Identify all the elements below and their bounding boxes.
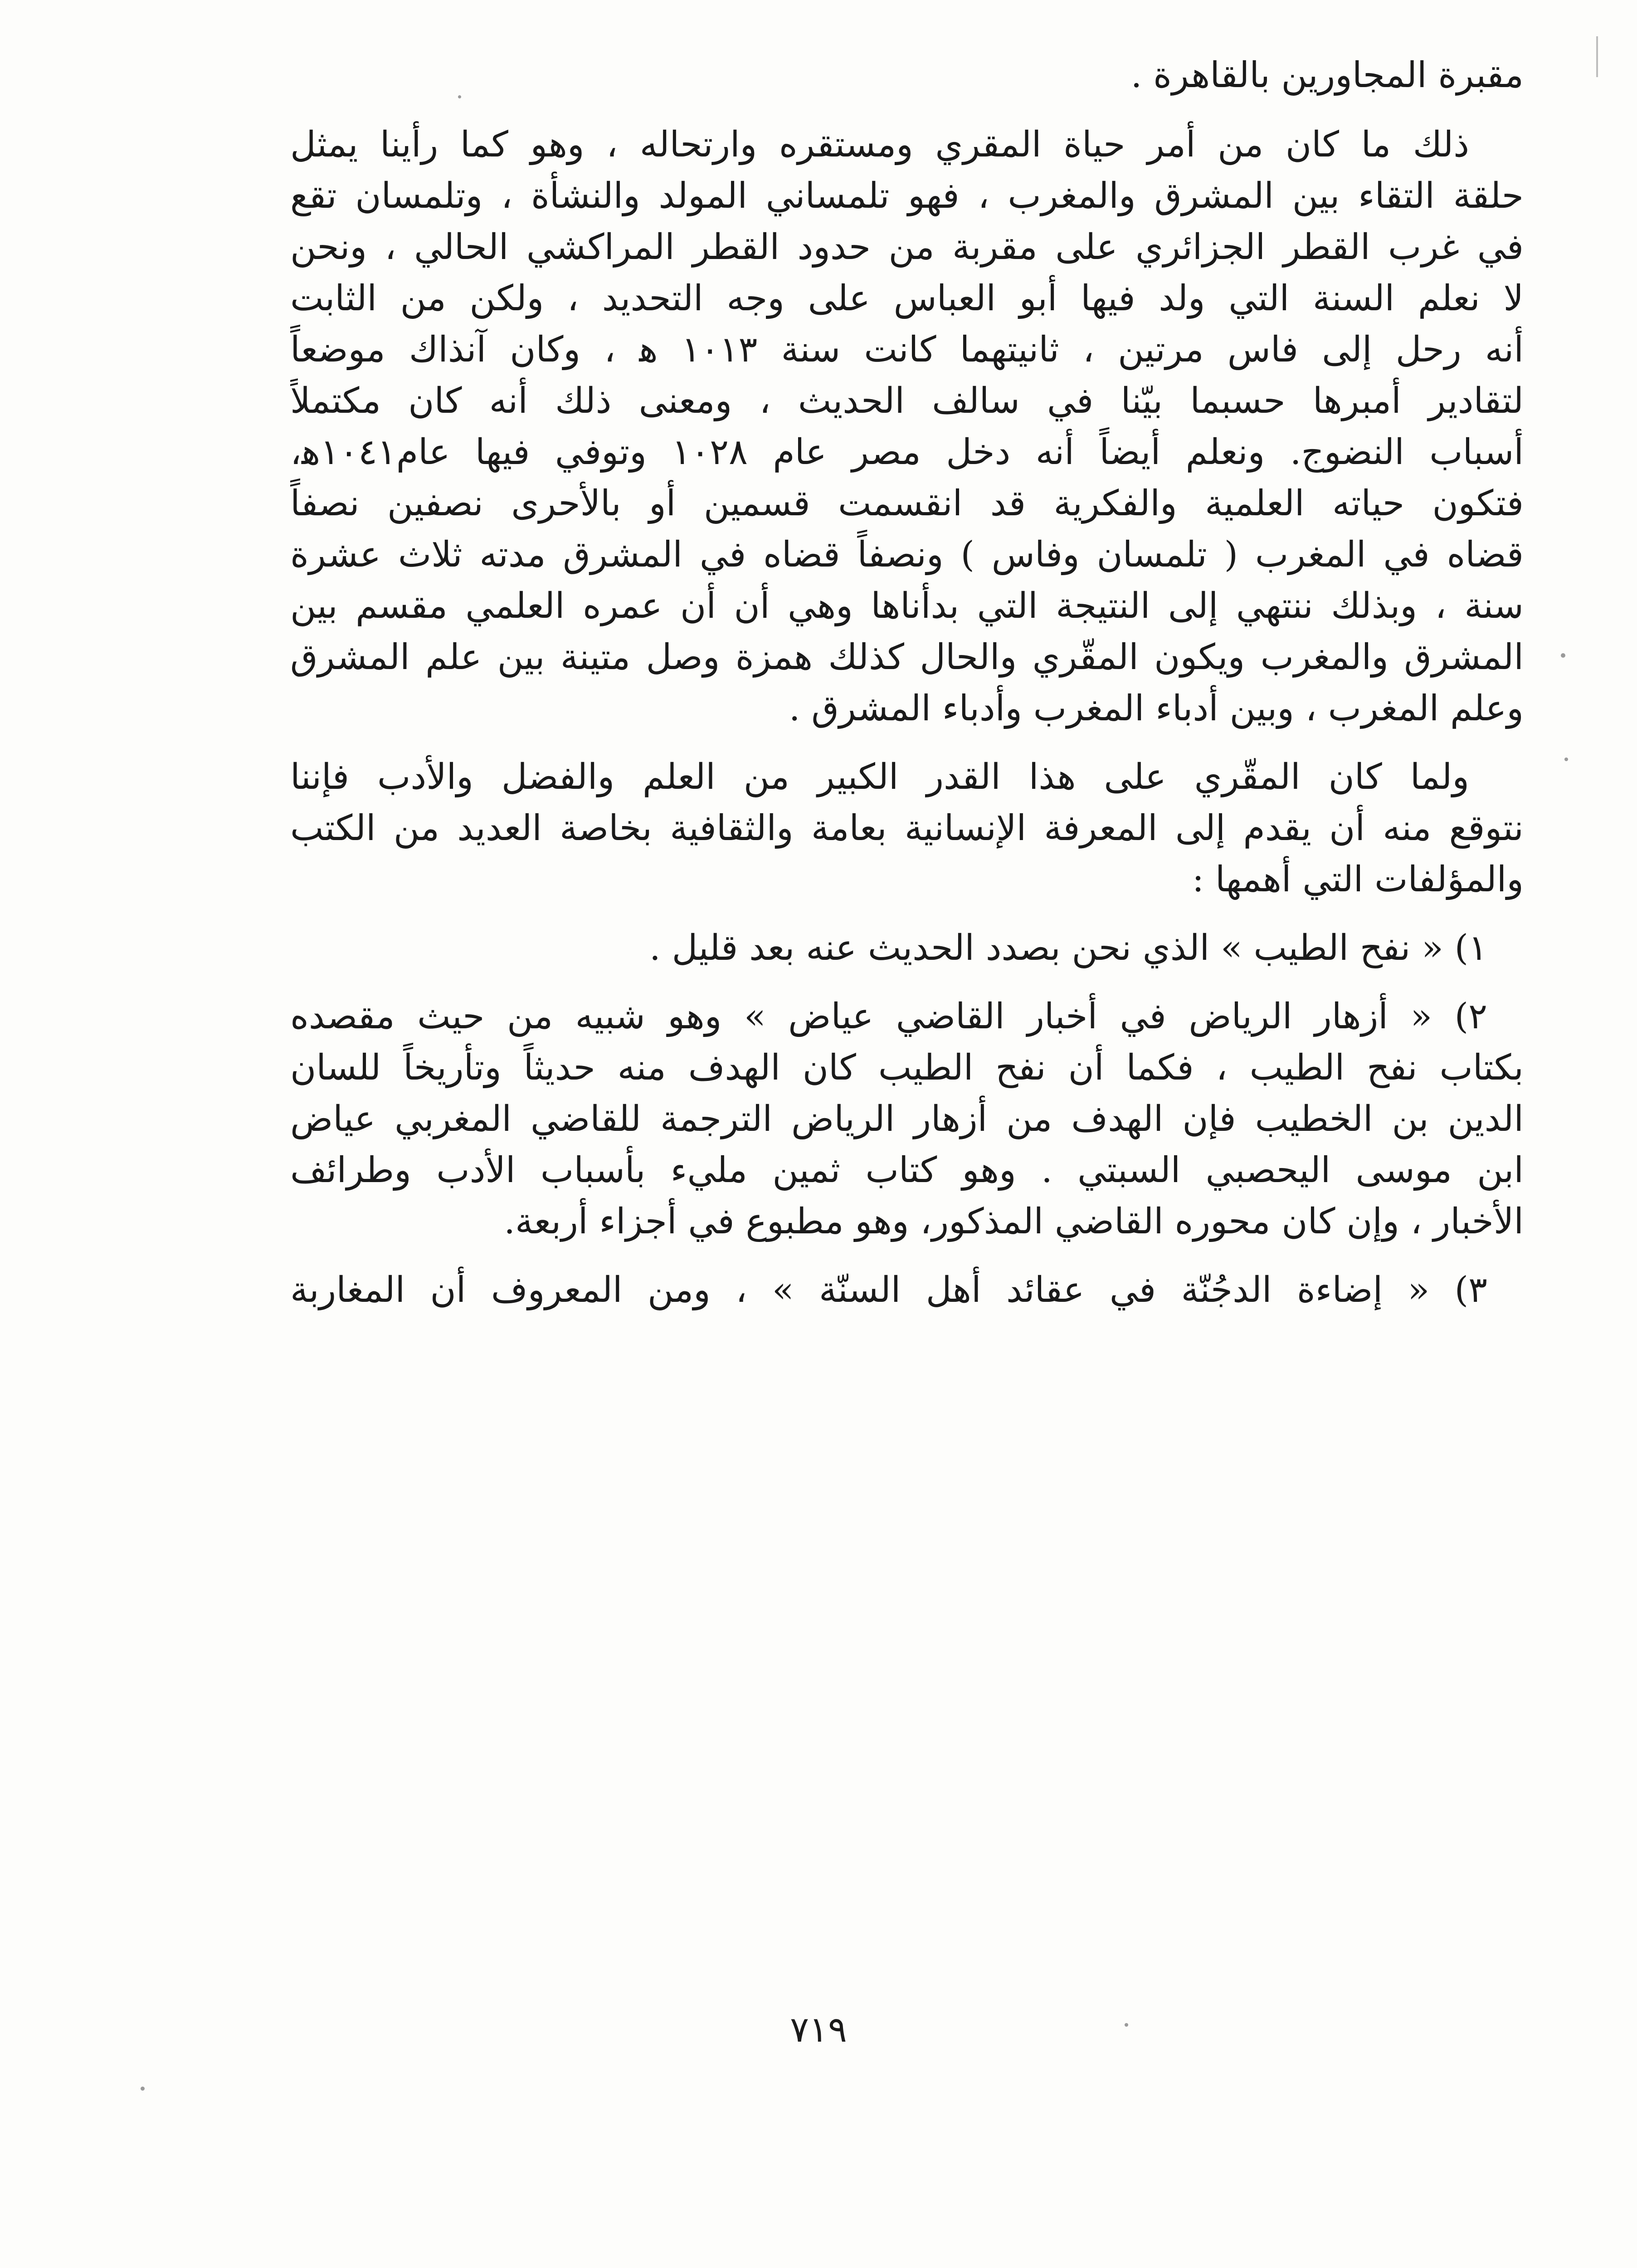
- scan-margin-mark: [1596, 36, 1598, 77]
- paragraph-2: [290, 752, 1524, 905]
- header-line: مقبرة المجاورين بالقاهرة .: [1130, 55, 1524, 96]
- list-item-2-line: ٢) « أزهار الرياض في أخبار القاضي عياض » وهو شبيه من حيث مقصده: [290, 996, 1487, 1037]
- list-item-3: [290, 1265, 1524, 1316]
- page-number: ٧١٩: [790, 2009, 847, 2050]
- paragraph-2-line: والمؤلفات التي أهمها :: [1192, 859, 1524, 900]
- paragraph-2-line: ولما كان المقّري على هذا القدر الكبير من العلم والفضل والأدب فإننا: [290, 757, 1469, 797]
- paragraph-1-line: أسباب النضوج. ونعلم أيضاً أنه دخل مصر عام ١٠٢٨ وتوفي فيها عام١٠٤١ﻫ،: [290, 432, 1524, 473]
- list-item-1: [290, 923, 1524, 974]
- list-item-3-line: ٣) « إضاءة الدجُنّة في عقائد أهل السنّة » ، ومن المعروف أن المغاربة: [290, 1270, 1487, 1310]
- paragraph-1-line: فتكون حياته العلمية والفكرية قد انقسمت قسمين أو بالأحرى نصفين نصفاً: [290, 483, 1524, 524]
- paragraph-1-line: لا نعلم السنة التي ولد فيها أبو العباس على وجه التحديد ، ولكن من الثابت: [290, 278, 1524, 319]
- list-item-2-line: بكتاب نفح الطيب ، فكما أن نفح الطيب كان الهدف منه حديثاً وتأريخاً للسان: [290, 1047, 1524, 1088]
- list-item-1-line: ١) « نفح الطيب » الذي نحن بصدد الحديث عنه بعد قليل .: [649, 928, 1487, 968]
- scan-speck: [1564, 758, 1568, 761]
- paragraph-1-line: أنه رحل إلى فاس مرتين ، ثانيتهما كانت سنة ١٠١٣ ﻫ ، وكان آنذاك موضعاً: [290, 329, 1524, 370]
- scan-speck: [141, 2087, 145, 2091]
- paragraph-1-line: قضاه في المغرب ( تلمسان وفاس ) ونصفاً قضاه في المشرق مدته ثلاث عشرة: [290, 534, 1524, 575]
- paragraph-1: [290, 119, 1524, 734]
- page-body: [290, 50, 1524, 1333]
- list-item-2-line: الأخبار ، وإن كان محوره القاضي المذكور، وهو مطبوع في أجزاء أربعة.: [504, 1201, 1524, 1242]
- paragraph-1-line: حلقة التقاء بين المشرق والمغرب ، فهو تلمساني المولد والنشأة ، وتلمسان تقع: [290, 176, 1524, 216]
- paragraph-2-line: نتوقع منه أن يقدم إلى المعرفة الإنسانية بعامة والثقافية بخاصة العديد من الكتب: [290, 808, 1524, 849]
- paragraph-1-line: في غرب القطر الجزائري على مقربة من حدود القطر المراكشي الحالي ، ونحن: [290, 227, 1524, 268]
- paragraph-1-line: سنة ، وبذلك ننتهي إلى النتيجة التي بدأناها وهي أن أن عمره العلمي مقسم بين: [290, 586, 1524, 626]
- paragraph-1-line: وعلم المغرب ، وبين أدباء المغرب وأدباء المشرق .: [789, 688, 1524, 729]
- paragraph-1-line: المشرق والمغرب ويكون المقّري والحال كذلك همزة وصل متينة بين علم المشرق: [290, 637, 1524, 678]
- list-item-2: [290, 991, 1524, 1247]
- paragraph-1-line: لتقادير أمبرها حسبما بيّنا في سالف الحديث ، ومعنى ذلك أنه كان مكتملاً: [290, 381, 1524, 421]
- list-item-2-line: الدين بن الخطيب فإن الهدف من أزهار الرياض الترجمة للقاضي المغربي عياض: [290, 1099, 1524, 1139]
- header-paragraph: [290, 50, 1524, 101]
- paragraph-1-line: ذلك ما كان من أمر حياة المقري ومستقره وارتحاله ، وهو كما رأينا يمثل: [290, 124, 1469, 165]
- scan-speck: [1561, 653, 1565, 658]
- list-item-2-line: ابن موسى اليحصبي السبتي . وهو كتاب ثمين مليء بأسباب الأدب وطرائف: [290, 1150, 1524, 1191]
